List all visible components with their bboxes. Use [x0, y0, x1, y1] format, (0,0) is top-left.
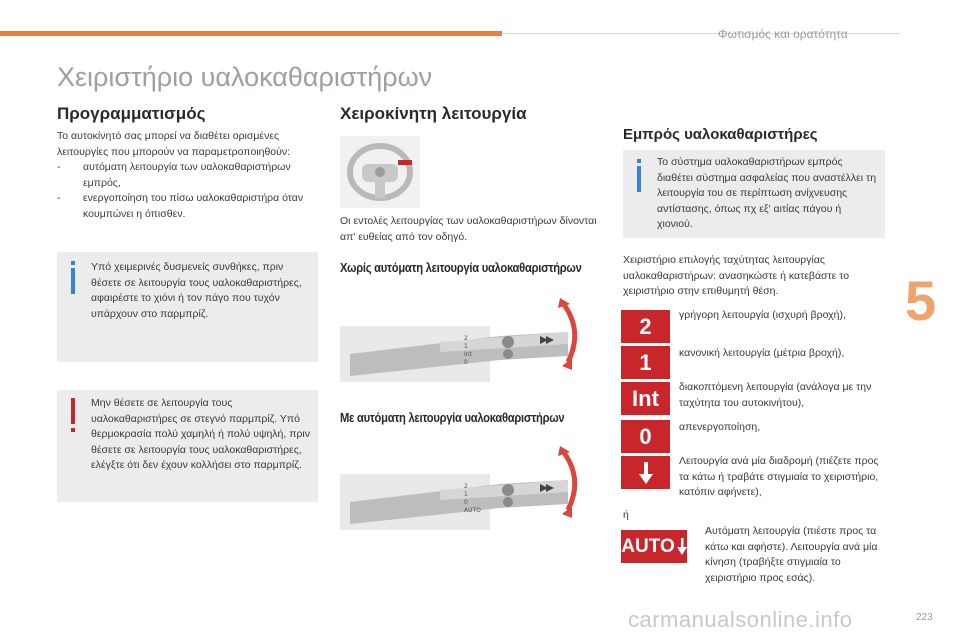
front-wipers-intro: Χειριστήριο επιλογής ταχύτητας λειτουργίας υαλοκαθαριστήρων: ανασηκώστε ή κατεβάστε το χειριστήριο στην επιθυμητή θέση. — [623, 254, 850, 297]
watermark: carmanualsonline.info — [628, 607, 853, 632]
list-item: - ενεργοποίηση του πίσω υαλοκαθαριστήρα όταν κουμπώνει η όπισθεν. — [57, 191, 312, 222]
arrow-down-icon — [677, 538, 687, 556]
stalk-label: 2 — [464, 335, 468, 342]
mode-desc-fast: γρήγορη λειτουργία (ισχυρή βροχή), — [679, 309, 846, 321]
chapter-number: 5 — [905, 269, 937, 332]
programming-list — [57, 160, 312, 222]
info-box-safety — [623, 150, 885, 238]
badge-speed-1: 1 — [621, 346, 670, 379]
stalk-label: Int — [464, 351, 472, 358]
badge-intermittent: Int — [621, 382, 670, 415]
badge-speed-2: 2 — [621, 310, 670, 343]
stalk-label: 1 — [464, 343, 468, 350]
info-text: Υπό χειμερινές δυσμενείς συνθήκες, πριν θέσετε σε λειτουργία τους υαλοκαθαριστήρες, αφαιρέστε το χιόνι ή τον πάγο που τυχόν υπάρχουν στο παρμπρίζ. — [91, 261, 302, 320]
warning-text: Μην θέσετε σε λειτουργία τους υαλοκαθαριστήρες σε στεγνό παρμπρίζ. Υπό θερμοκρασία πολύ χαμηλή ή πολύ υψηλή, πριν θέσετε σε λειτουργία τους υαλοκαθαριστήρες, ελέγξτε ότι δεν έχουν κολλήσει στο παρμπρίζ. — [91, 397, 311, 471]
wiper-stalk-illustration-manual — [340, 296, 585, 388]
stalk-label: AUTO — [464, 507, 481, 514]
wiper-stalk-illustration-auto — [340, 444, 585, 536]
header-accent-bar — [0, 31, 502, 36]
page-title: Χειριστήριο υαλοκαθαριστήρων — [57, 62, 433, 92]
stalk-label: 0 — [464, 499, 468, 506]
badge-single-wipe — [621, 456, 670, 489]
steering-wheel-illustration — [340, 136, 420, 208]
warning-icon — [71, 398, 75, 424]
programming-intro: Το αυτοκίνητό σας μπορεί να διαθέτει ορισμένες λειτουργίες που μπορούν να παραμετροποιηθούν: — [57, 130, 291, 158]
heading-front-wipers: Εμπρός υαλοκαθαριστήρες — [623, 126, 818, 143]
subheading-without-auto: Χωρίς αυτόματη λειτουργία υαλοκαθαριστήρων — [340, 260, 582, 275]
info-box-winter — [57, 252, 318, 362]
badge-off: 0 — [621, 420, 670, 453]
mode-desc-auto: Αυτόματη λειτουργία (πιέστε προς τα κάτω και αφήστε). Λειτουργία ανά μία κίνηση (τραβήξτε στιγμιαία το χειριστήριο προς εσάς). — [705, 525, 878, 584]
info-text: Το σύστημα υαλοκαθαριστήρων εμπρός διαθέτει σύστημα ασφαλείας που αναστέλλει τη λειτουργία του σε περίπτωση ανίχνευσης αντίστασης, όπως πχ εξ' αιτίας πάγου ή χιονιού. — [657, 156, 877, 230]
arrow-down-icon — [638, 461, 654, 485]
stalk-label: 0 — [464, 359, 468, 366]
info-icon — [637, 166, 641, 192]
warning-box-dry — [57, 390, 318, 502]
stalk-label: 2 — [464, 483, 468, 490]
section-header: Φωτισμός και ορατότητα — [718, 27, 848, 41]
manual-intro: Οι εντολές λειτουργίας των υαλοκαθαριστήρων δίνονται απ' ευθείας από τον οδηγό. — [340, 215, 597, 243]
or-text: ή — [623, 509, 629, 521]
mode-desc-intermittent: διακοπτόμενη λειτουργία (ανάλογα με την ταχύτητα του αυτοκινήτου), — [679, 381, 872, 409]
stalk-label: 1 — [464, 491, 468, 498]
badge-auto-label: AUTO — [621, 535, 675, 557]
mode-desc-single-wipe: Λειτουργία ανά μία διαδρομή (πιέζετε προς τα κάτω ή τραβάτε στιγμιαία το χειριστήριο, κατόπιν αφήνετε), — [679, 455, 879, 498]
info-icon — [71, 268, 75, 294]
badge-auto — [621, 530, 687, 563]
subheading-with-auto: Με αυτόματη λειτουργία υαλοκαθαριστήρων — [340, 410, 565, 425]
programming-text — [57, 129, 312, 222]
page-number: 223 — [916, 612, 933, 623]
list-item: - αυτόματη λειτουργία των υαλοκαθαριστήρων εμπρός, — [57, 160, 312, 191]
heading-programming: Προγραμματισμός — [57, 104, 206, 123]
mode-desc-off: απενεργοποίηση, — [679, 421, 761, 433]
mode-desc-normal: κανονική λειτουργία (μέτρια βροχή), — [679, 347, 845, 359]
heading-manual: Χειροκίνητη λειτουργία — [340, 104, 527, 123]
